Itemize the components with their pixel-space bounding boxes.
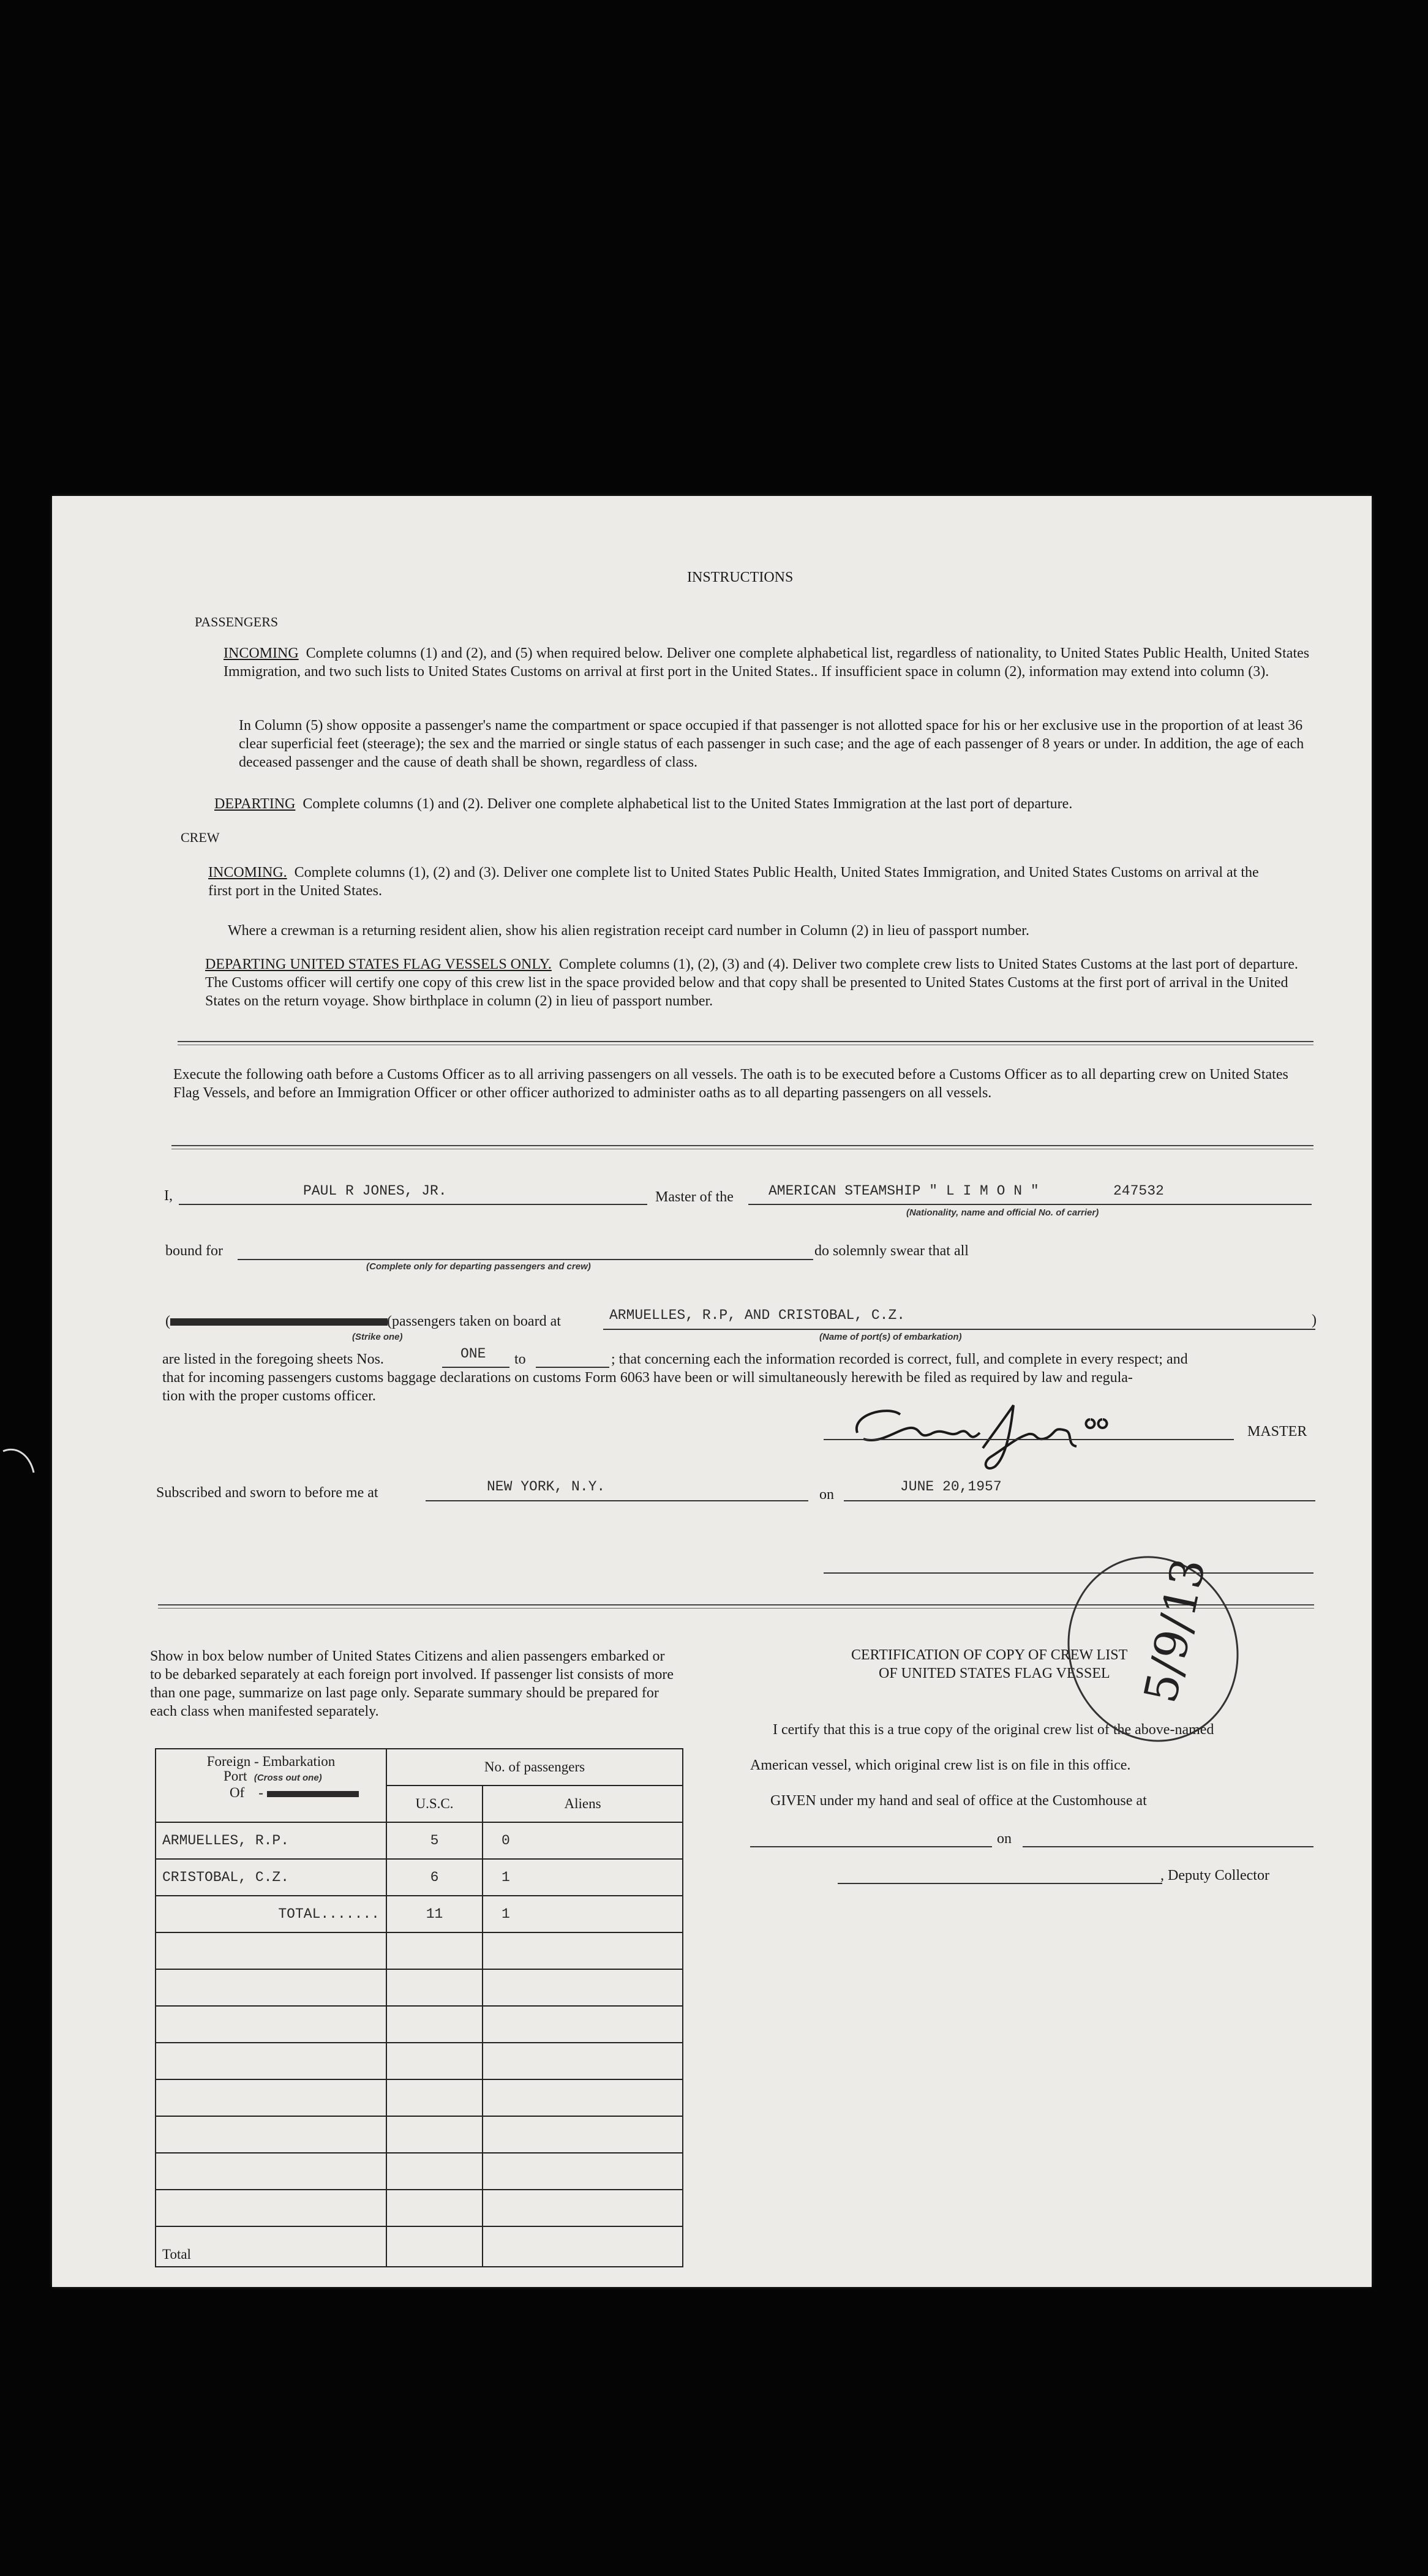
table-row — [156, 2153, 683, 2190]
usc-total-cell: 11 — [386, 1896, 483, 1932]
vessel-line — [748, 1204, 1312, 1205]
aliens-cell: 1 — [483, 1859, 683, 1896]
oath-intro: Execute the following oath before a Customs Officer as to all arriving passengers on all vessels. The oath is to be executed before a Customs Officer as to all departing crew on United States Flag Vessels, and before an Immigration Officer or other officer authorized to administer oaths as to all departing passengers on all vessels. — [173, 1067, 1288, 1101]
certification-place-line — [750, 1846, 992, 1847]
table-row — [156, 2079, 683, 2116]
crew-incoming-text: Complete columns (1), (2) and (3). Deliver one complete list to United States Public Health, United States Immigration, and United States Customs on arrival at the first port in the United States. — [208, 865, 1259, 899]
empty-cell — [156, 2006, 386, 2043]
sheets-from-value: ONE — [460, 1346, 486, 1362]
master-label: MASTER — [1247, 1424, 1307, 1440]
embarked-line: ( — [165, 1313, 388, 1330]
empty-cell — [386, 1932, 483, 1969]
sworn-place-line — [426, 1500, 808, 1501]
sheets-to-line — [536, 1367, 609, 1368]
table-row — [156, 2006, 683, 2043]
empty-cell — [386, 1969, 483, 2006]
empty-cell — [386, 2079, 483, 2116]
crew-heading: CREW — [181, 830, 220, 845]
certification-text-2: American vessel, which original crew list is on file in this office. — [750, 1757, 1131, 1773]
certification-on-label: on — [997, 1831, 1012, 1847]
table-row — [156, 1822, 683, 1859]
empty-cell — [483, 2153, 683, 2190]
sworn-date-value: JUNE 20,1957 — [900, 1479, 1002, 1495]
total-footer-label: Total — [156, 2226, 386, 2267]
usc-column-header: U.S.C. — [386, 1786, 483, 1822]
table-row — [156, 1896, 683, 1932]
crew-departing-paragraph — [205, 955, 1301, 1010]
aliens-total-cell: 1 — [483, 1896, 683, 1932]
table-row — [156, 1932, 683, 1969]
port-header-of: Of — [230, 1785, 245, 1800]
master-of-label: Master of the — [655, 1189, 734, 1205]
empty-cell — [156, 2116, 386, 2153]
master-signature — [845, 1390, 1139, 1476]
empty-cell — [386, 2153, 483, 2190]
empty-cell — [156, 2043, 386, 2079]
divider-2 — [171, 1145, 1313, 1149]
ports-caption: (Name of port(s) of embarkation) — [819, 1332, 962, 1342]
master-name-value: PAUL R JONES, JR. — [303, 1183, 447, 1199]
empty-cell — [483, 1969, 683, 2006]
passengers-departing-paragraph — [214, 795, 1317, 813]
table-row — [156, 2226, 683, 2267]
bound-for-label: bound for — [165, 1243, 223, 1259]
handwritten-number: 5/9/13 — [1134, 1553, 1216, 1708]
empty-cell — [156, 2079, 386, 2116]
empty-cell — [483, 1932, 683, 1969]
passengers-incoming-text: Complete columns (1) and (2), and (5) when required below. Deliver one complete alphabetical list, regardless of nationality, to United States Public Health, United States Immigration, and two such lists to United States Customs on arrival at first port in the United States.. If insufficient space in column (2), information may extend into column (3). — [224, 645, 1310, 680]
table-row — [156, 1969, 683, 2006]
swear-text: do solemnly swear that all — [814, 1243, 969, 1259]
empty-cell — [386, 2043, 483, 2079]
sheets-text-2: that for incoming passengers customs baggage declarations on customs Form 6063 have been or will simultaneously herewith be filed as required by law and regula- — [162, 1370, 1133, 1386]
officer-signature-line — [824, 1572, 1313, 1574]
empty-cell — [386, 2226, 483, 2267]
crew-departing-label: DEPARTING UNITED STATES FLAG VESSELS ONLY. — [205, 956, 552, 972]
passengers-departing-text: Complete columns (1) and (2). Deliver one complete alphabetical list to the United States Immigration at the last port of departure. — [303, 796, 1073, 812]
sworn-on-label: on — [819, 1487, 834, 1503]
passengers-taken-text: (passengers taken on board at — [387, 1313, 561, 1329]
table-row — [156, 2190, 683, 2226]
usc-cell: 6 — [386, 1859, 483, 1896]
port-cell: ARMUELLES, R.P. — [156, 1822, 386, 1859]
port-header-line2 — [162, 1769, 380, 1786]
bound-for-line — [238, 1259, 813, 1260]
crew-departing-text: Complete columns (1), (2), (3) and (4). Deliver two complete crew lists to United States Customs at the last port of departure. The Customs officer will certify one copy of this crew list in the space provided below and that copy shall be presented to United States Customs at the first port of arrival in the United States on the return voyage. Show birthplace in column (2) in lieu of passport number. — [205, 956, 1298, 1009]
struck-out-text — [170, 1318, 388, 1326]
vessel-caption: (Nationality, name and official No. of carrier) — [906, 1207, 1099, 1218]
instructions-title: INSTRUCTIONS — [687, 569, 794, 585]
empty-cell — [386, 2006, 483, 2043]
port-header-port: Port — [224, 1768, 247, 1784]
certification-text-1: I certify that this is a true copy of the original crew list of the above-named — [773, 1722, 1214, 1738]
divider-1 — [178, 1041, 1313, 1045]
passengers-incoming-paragraph — [224, 644, 1313, 681]
passenger-summary-table — [155, 1748, 683, 2267]
strike-caption: (Strike one) — [352, 1332, 403, 1342]
port-header-line1: Foreign - Embarkation — [206, 1754, 336, 1769]
sheets-text-3: tion with the proper customs officer. — [162, 1388, 376, 1404]
to-label: to — [514, 1351, 526, 1367]
passengers-column5-paragraph: In Column (5) show opposite a passenger's name the compartment or space occupied if that passenger is not allotted space for his or her exclusive use in the proportion of at least 36 clear superficial feet (steerage); the sex and the married or single status of each passenger in such case; and the age of each passenger of 8 years or under. In addition, the age of each deceased passenger and the cause of death shall be shown, regardless of class. — [239, 718, 1304, 770]
total-label-cell: TOTAL....... — [156, 1896, 386, 1932]
aliens-column-header: Aliens — [483, 1786, 683, 1822]
empty-cell — [483, 2006, 683, 2043]
empty-cell — [386, 2116, 483, 2153]
table-row — [156, 1859, 683, 1896]
empty-cell — [156, 1932, 386, 1969]
master-signature-line — [824, 1439, 1234, 1440]
empty-cell — [483, 2079, 683, 2116]
empty-cell — [483, 2226, 683, 2267]
deputy-collector-line — [838, 1883, 1162, 1884]
subscribed-label: Subscribed and sworn to before me at — [156, 1485, 378, 1501]
official-number-value: 247532 — [1113, 1183, 1164, 1199]
vessel-value: AMERICAN STEAMSHIP " L I M O N " — [768, 1183, 1039, 1199]
empty-cell — [483, 2043, 683, 2079]
certification-title-1: CERTIFICATION OF COPY OF CREW LIST — [851, 1647, 1128, 1663]
passengers-column-header: No. of passengers — [386, 1749, 683, 1786]
sheets-from-line — [442, 1367, 509, 1368]
bound-for-caption: (Complete only for departing passengers and crew) — [366, 1261, 591, 1272]
port-cell: CRISTOBAL, C.Z. — [156, 1859, 386, 1896]
empty-cell — [156, 1969, 386, 2006]
table-row — [156, 2116, 683, 2153]
empty-cell — [156, 2153, 386, 2190]
summary-instructions: Show in box below number of United States Citizens and alien passengers embarked or to be debarked separately at each foreign port involved. If passenger list consists of more than one page, summarize on last page only. Separate summary should be prepared for each class when manifested separately. — [150, 1648, 674, 1719]
port-column-header — [156, 1749, 386, 1822]
port-header-line3: Of - — [162, 1786, 380, 1800]
usc-cell: 5 — [386, 1822, 483, 1859]
closing-paren: ) — [1312, 1312, 1317, 1328]
crew-incoming-label: INCOMING. — [208, 865, 287, 881]
passengers-incoming-label: INCOMING — [224, 645, 299, 661]
empty-cell — [483, 2116, 683, 2153]
passengers-departing-label: DEPARTING — [214, 796, 296, 812]
sworn-place-value: NEW YORK, N.Y. — [487, 1479, 606, 1495]
oath-i-label: I, — [164, 1188, 173, 1204]
sheets-label: are listed in the foregoing sheets Nos. — [162, 1351, 384, 1367]
empty-cell — [156, 2190, 386, 2226]
master-name-line — [179, 1204, 647, 1205]
certification-text-3: GIVEN under my hand and seal of office at the Customhouse at — [770, 1793, 1147, 1809]
empty-cell — [483, 2190, 683, 2226]
crew-incoming-paragraph — [208, 863, 1286, 900]
crew-resident-paragraph: Where a crewman is a returning resident alien, show his alien registration receipt card number in Column (2) in lieu of passport number. — [228, 923, 1029, 939]
edge-mark-icon — [0, 1439, 37, 1476]
ports-value: ARMUELLES, R.P, AND CRISTOBAL, C.Z. — [609, 1307, 906, 1323]
ports-line — [603, 1329, 1315, 1330]
certification-date-line — [1023, 1846, 1313, 1847]
sworn-date-line — [844, 1500, 1315, 1501]
aliens-cell: 0 — [483, 1822, 683, 1859]
table-row — [156, 2043, 683, 2079]
cross-out-caption: (Cross out one) — [254, 1773, 322, 1783]
sheets-text-1: ; that concerning each the information recorded is correct, full, and complete in every respect; and — [611, 1351, 1188, 1367]
empty-cell — [386, 2190, 483, 2226]
passengers-heading: PASSENGERS — [195, 614, 279, 629]
certification-title-2: OF UNITED STATES FLAG VESSEL — [879, 1665, 1110, 1681]
struck-out-debarkation — [267, 1791, 359, 1797]
deputy-collector-label: , Deputy Collector — [1160, 1868, 1269, 1883]
